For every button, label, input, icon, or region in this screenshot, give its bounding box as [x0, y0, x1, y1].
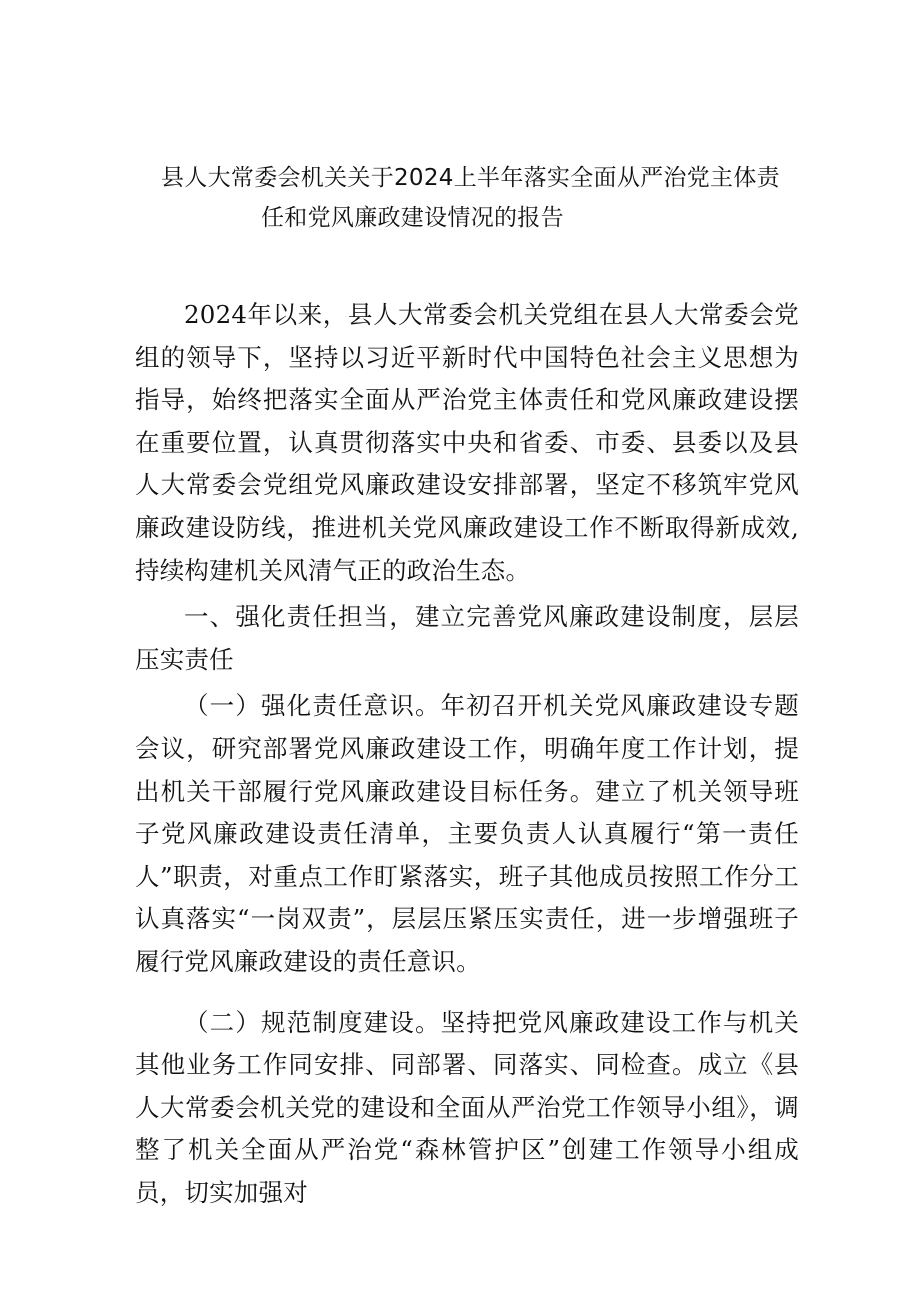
title-line-1: 县人大常委会机关关于2024上半年落实全面从严治党主体责: [161, 165, 780, 191]
paragraph-system-building: （二）规范制度建设。坚持把党风廉政建设工作与机关其他业务工作同安排、同部署、同落实、同检查。成立《县人大常委会机关党的建设和全面从严治党工作领导小组》，调整了机关全面从严治党“森林管护区”创建工作领导小组成员，切实加强对: [135, 1007, 799, 1207]
section-heading-1: 一、强化责任担当，建立完善党风廉政建设制度，层层压实责任: [135, 602, 799, 674]
paragraph-responsibility-awareness: （一）强化责任意识。年初召开机关党风廉政建设专题会议，研究部署党风廉政建设工作，明确年度工作计划，提出机关干部履行党风廉政建设目标任务。建立了机关领导班子党风廉政建设责任清单，主要负责人认真履行“第一责任人”职责，对重点工作盯紧落实，班子其他成员按照工作分工认真落实“一岗双责”，层层压紧压实责任，进一步增强班子履行党风廉政建设的责任意识。: [135, 691, 799, 976]
title-line-2: 任和党风廉政建设情况的报告: [261, 205, 564, 231]
paragraph-intro: 2024年以来，县人大常委会机关党组在县人大常委会党组的领导下，坚持以习近平新时代中国特色社会主义思想为指导，始终把落实全面从严治党主体责任和党风廉政建设摆在重要位置，认真贯彻落实中央和省委、市委、县委以及县人大常委会党组党风廉政建设安排部署，坚定不移筑牢党风廉政建设防线，推进机关党风廉政建设工作不断取得新成效,持续构建机关风清气正的政治生态。: [135, 300, 799, 585]
document-title: [135, 158, 785, 238]
document-body: [135, 294, 799, 1214]
